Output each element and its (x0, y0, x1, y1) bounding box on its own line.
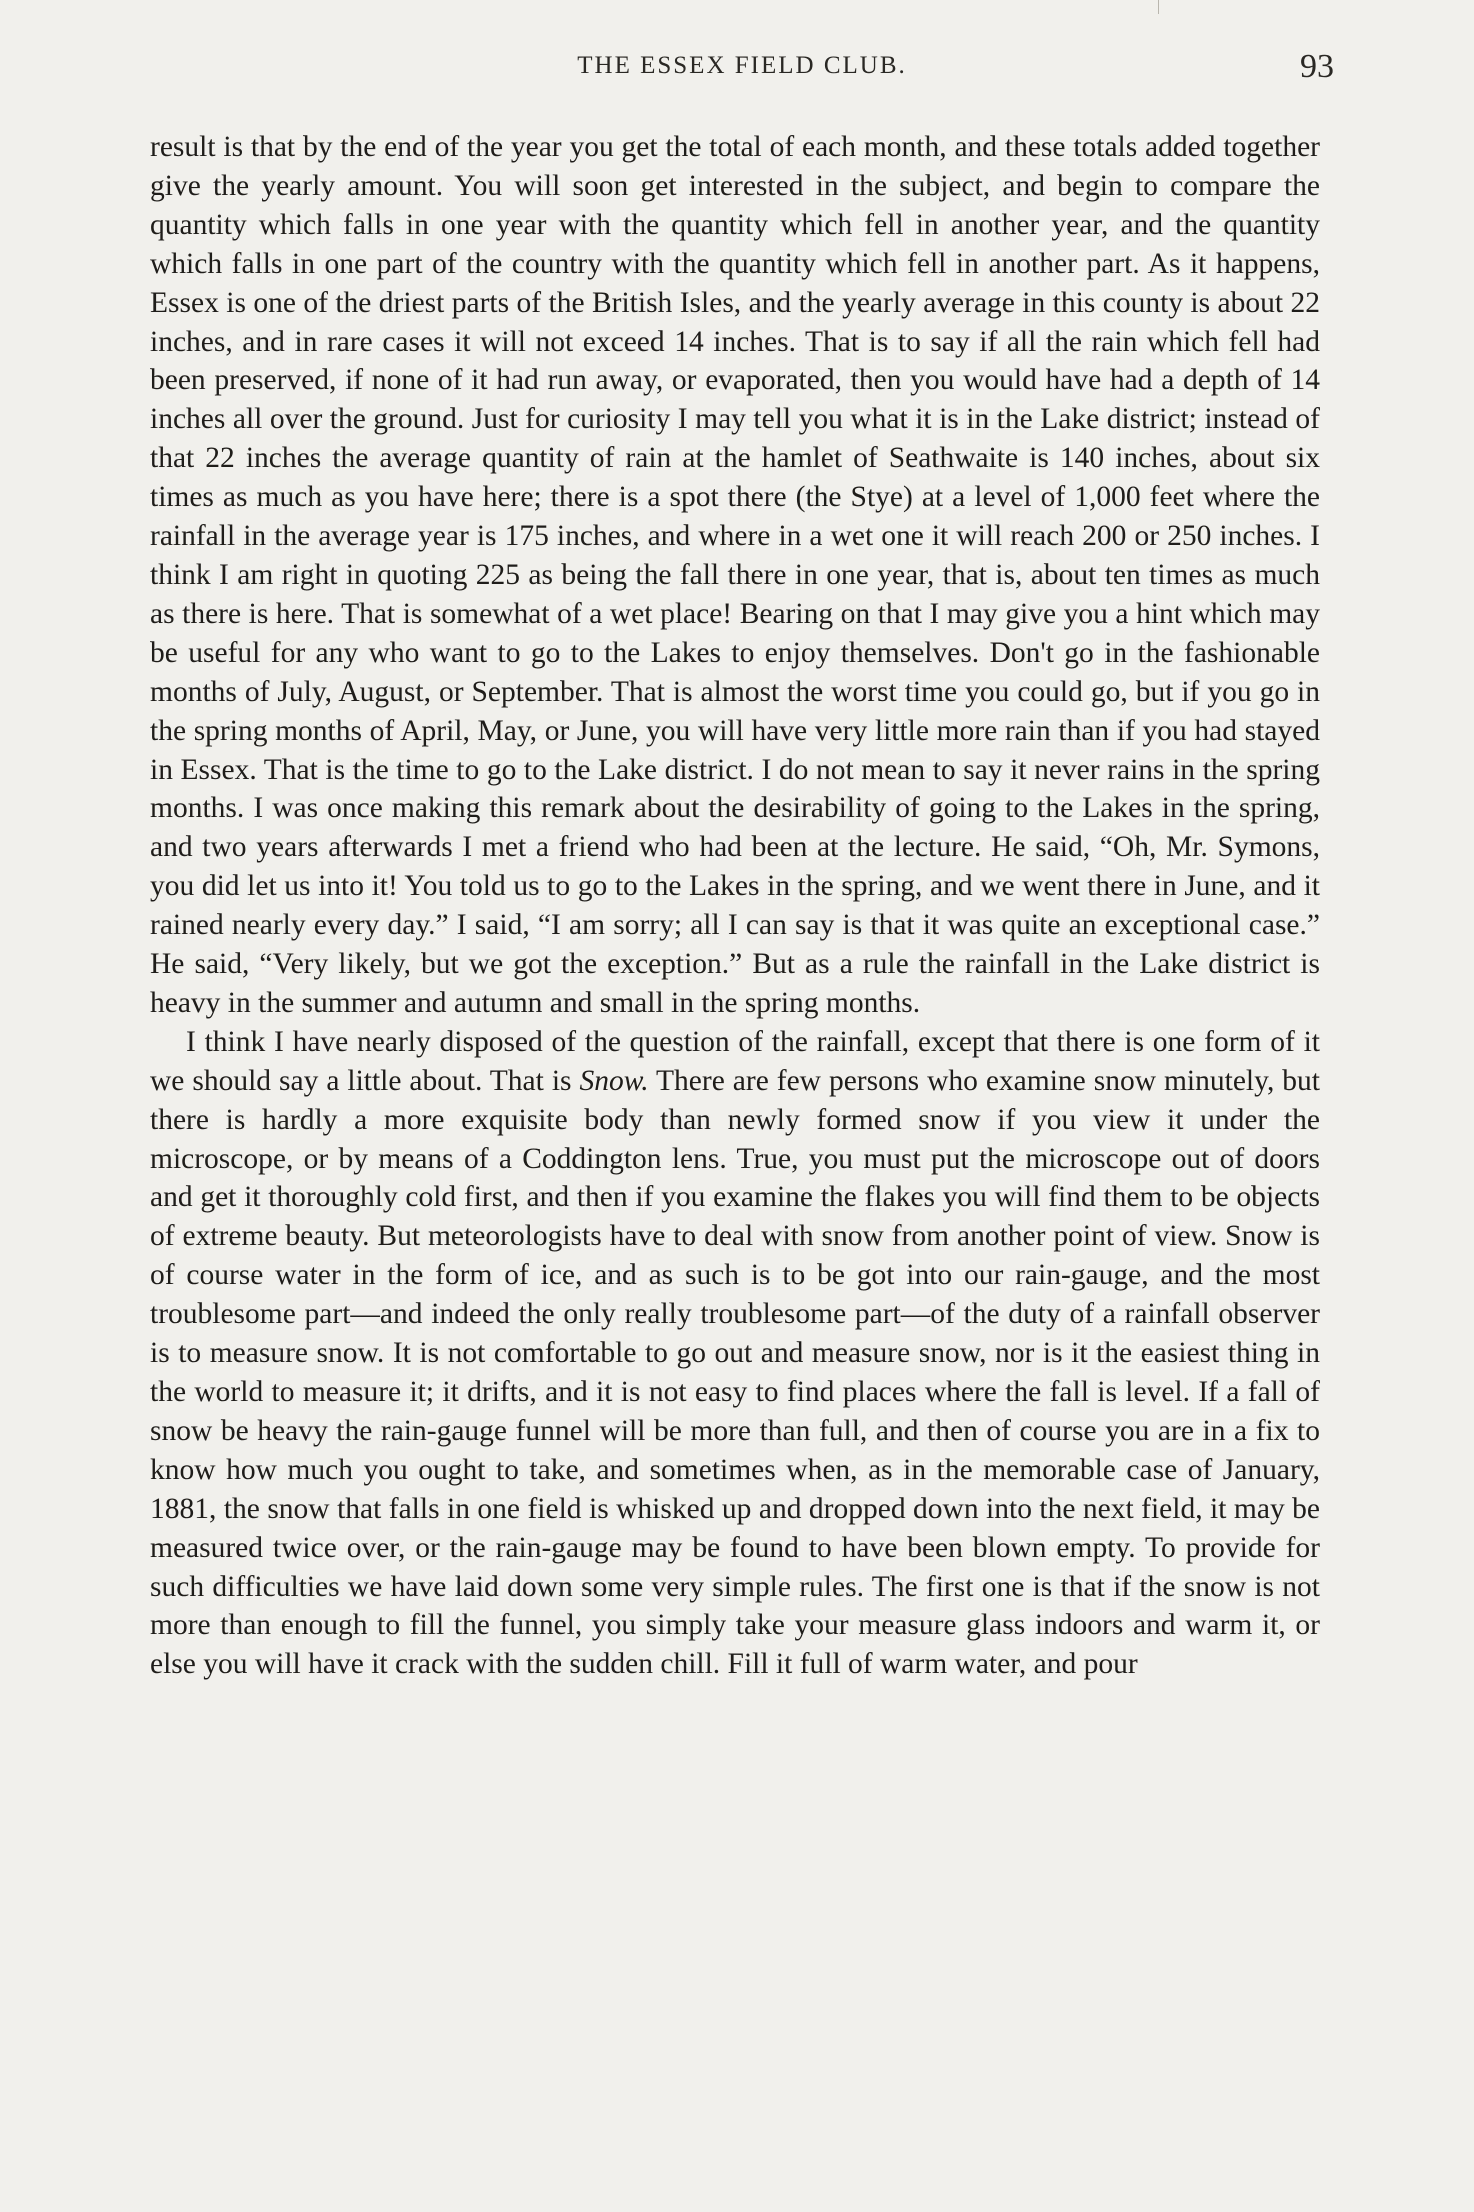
snow-emphasis: Snow. (579, 1064, 649, 1097)
paragraph-snow (150, 1023, 1320, 1684)
running-title: THE ESSEX FIELD CLUB. (577, 52, 907, 79)
page-number: 93 (1300, 48, 1334, 85)
paragraph-snow-intro: I think I have nearly disposed of the question of the rainfall, except that there is one form of it we should say a little about. That is (150, 1025, 1320, 1097)
body-text (150, 128, 1320, 1684)
paragraph-rainfall-totals: result is that by the end of the year you get the total of each month, and these totals added together give the yearly amount. You will soon get interested in the subject, and begin to compare the quantity which falls in one year with the quantity which fell in another year, and the quantity which falls in one part of the country with the quantity which fell in another part. As it happens, Essex is one of the driest parts of the British Isles, and the yearly average in this county is about 22 inches, and in rare cases it will not exceed 14 inches. That is to say if all the rain which fell had been preserved, if none of it had run away, or evaporated, then you would have had a depth of 14 inches all over the ground. Just for curiosity I may tell you what it is in the Lake district; instead of that 22 inches the average quantity of rain at the hamlet of Seathwaite is 140 inches, about six times as much as you have here; there is a spot there (the Stye) at a level of 1,000 feet where the rainfall in the average year is 175 inches, and where in a wet one it will reach 200 or 250 inches. I think I am right in quoting 225 as being the fall there in one year, that is, about ten times as much as there is here. That is somewhat of a wet place! Bearing on that I may give you a hint which may be useful for any who want to go to the Lakes to enjoy themselves. Don't go in the fashionable months of July, August, or September. That is almost the worst time you could go, but if you go in the spring months of April, May, or June, you will have very little more rain than if you had stayed in Essex. That is the time to go to the Lake district. I do not mean to say it never rains in the spring months. I was once making this remark about the desirability of going to the Lakes in the spring, and two years afterwards I met a friend who had been at the lecture. He said, “Oh, Mr. Symons, you did let us into it! You told us to go to the Lakes in the spring, and we went there in June, and it rained nearly every day.” I said, “I am sorry; all I can say is that it was quite an exceptional case.” He said, “Very likely, but we got the exception.” But as a rule the rainfall in the Lake district is heavy in the summer and autumn and small in the spring months. (150, 131, 1320, 1019)
running-head (150, 48, 1334, 88)
paragraph-snow-body: There are few persons who examine snow minutely, but there is hardly a more exquisite body than newly formed snow if you view it under the microscope, or by means of a Coddington lens. True, you must put the microscope out of doors and get it thoroughly cold first, and then if you examine the flakes you will find them to be objects of extreme beauty. But meteorologists have to deal with snow from another point of view. Snow is of course water in the form of ice, and as such is to be got into our rain-gauge, and the most troublesome part—and indeed the only really troublesome part—of the duty of a rainfall observer is to measure snow. It is not comfortable to go out and measure snow, nor is it the easiest thing in the world to measure it; it drifts, and it is not easy to find places where the fall is level. If a fall of snow be heavy the rain-gauge funnel will be more than full, and then of course you are in a fix to know how much you ought to take, and sometimes when, as in the memorable case of January, 1881, the snow that falls in one field is whisked up and dropped down into the next field, it may be measured twice over, or the rain-gauge may be found to have been blown empty. To provide for such difficulties we have laid down some very simple rules. The first one is that if the snow is not more than enough to fill the funnel, you simply take your measure glass indoors and warm it, or else you will have it crack with the sudden chill. Fill it full of warm water, and pour (150, 1064, 1320, 1681)
print-mark (1158, 0, 1159, 14)
